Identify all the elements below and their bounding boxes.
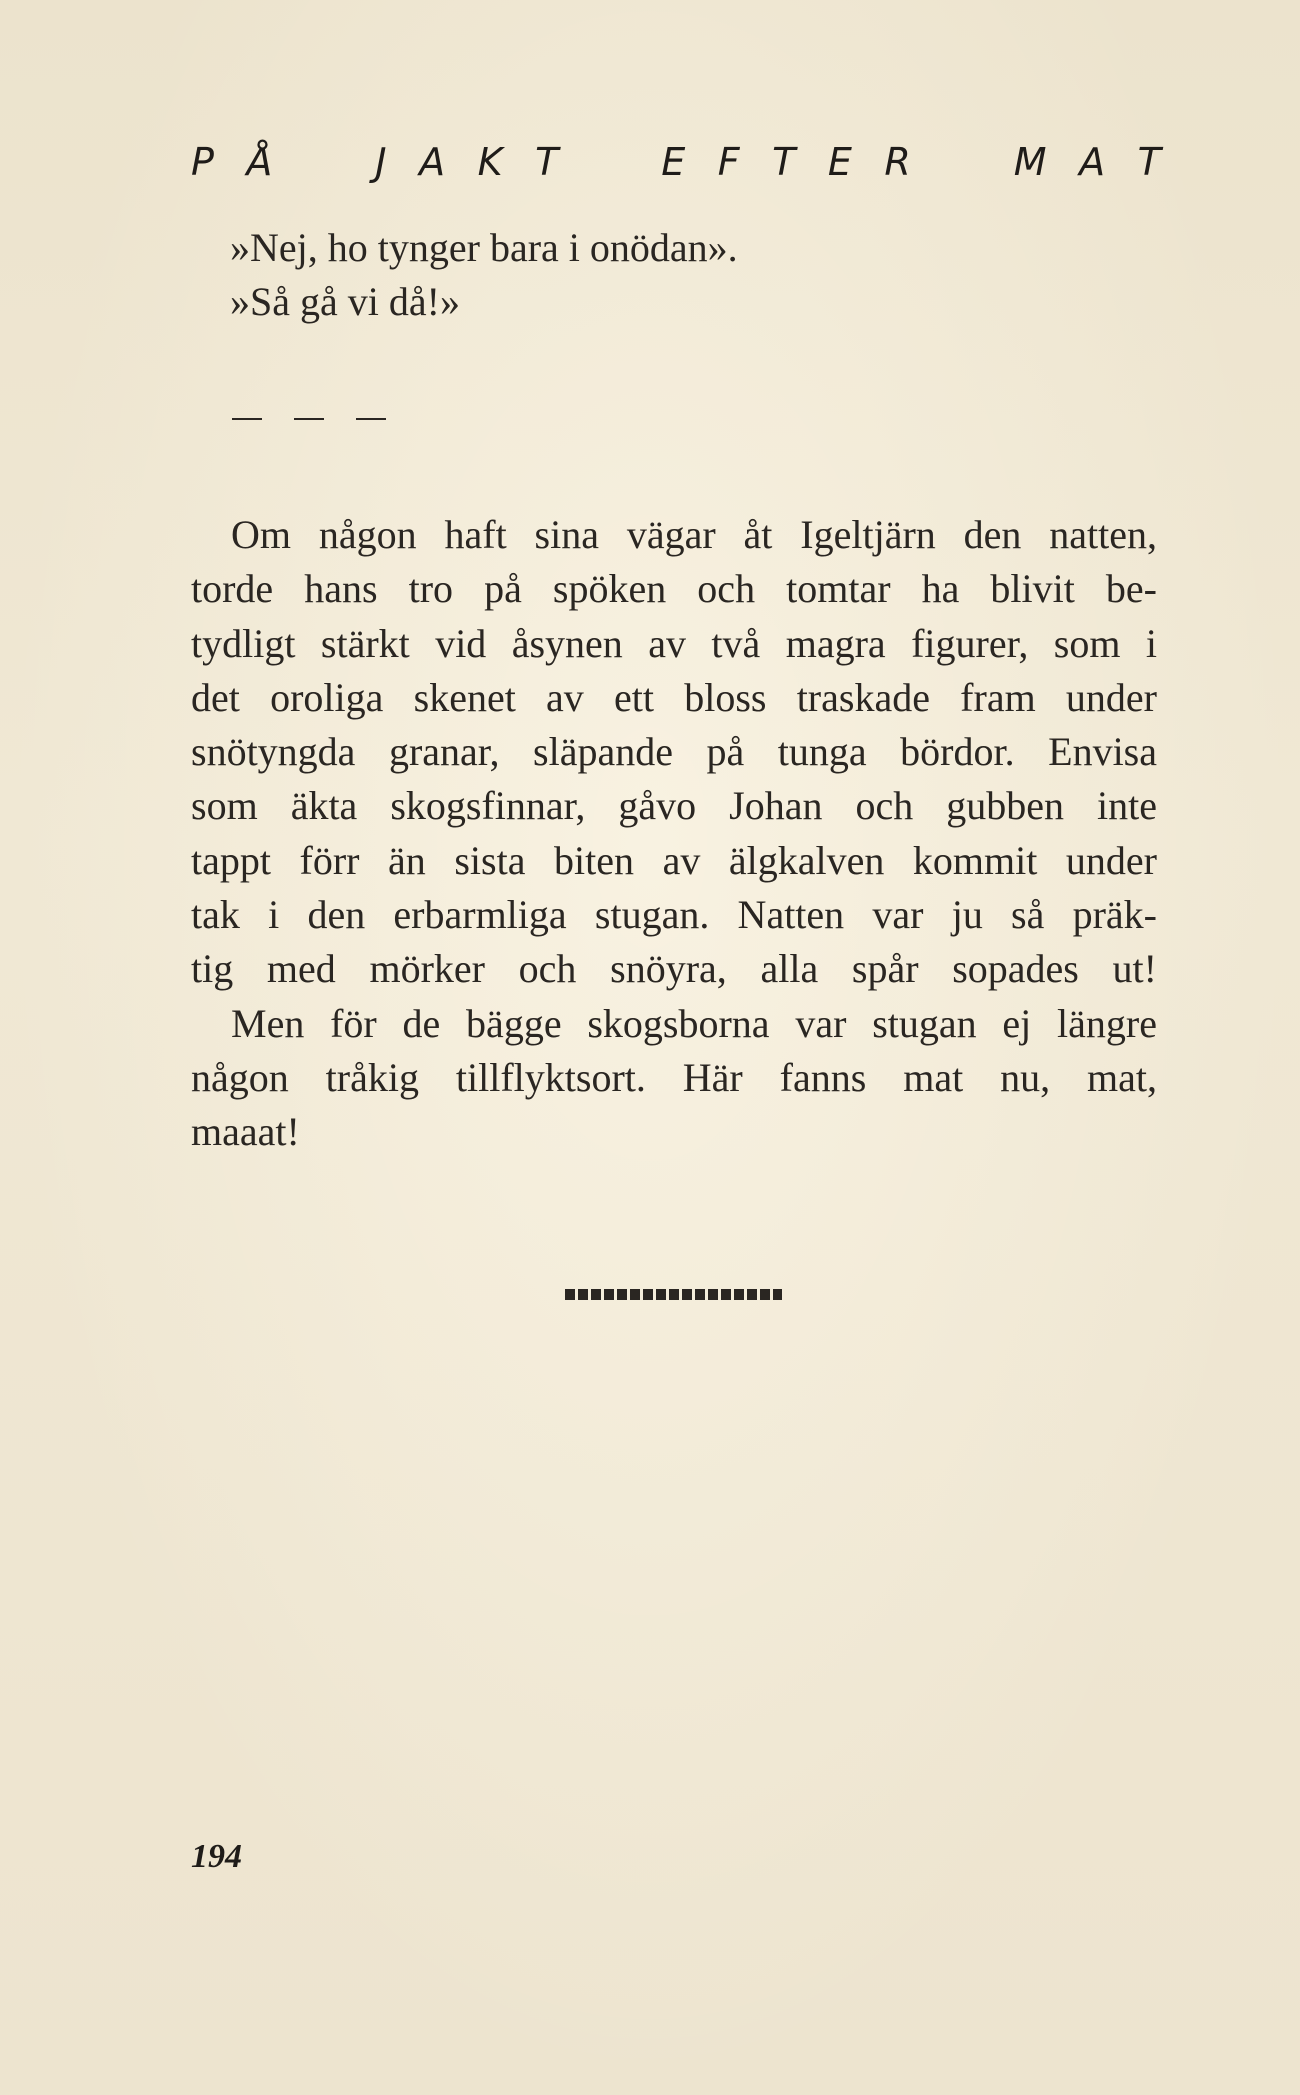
dialogue-line: »Nej, ho tynger bara i onödan». bbox=[230, 225, 738, 270]
body-line: maaat! bbox=[191, 1109, 300, 1155]
running-head-letter: T bbox=[772, 140, 796, 184]
running-head-letter: F bbox=[717, 140, 740, 184]
running-head-letter: T bbox=[535, 140, 559, 184]
running-head-letter: R bbox=[884, 140, 911, 184]
running-head-letter: P bbox=[191, 140, 214, 184]
body-line: torde hans tro på spöken och tomtar ha blivit be- bbox=[191, 566, 1157, 612]
running-head-letter: E bbox=[827, 140, 852, 184]
body-line: tig med mörker och snöyra, alla spår sopades ut! bbox=[191, 946, 1157, 992]
running-head-letter: K bbox=[477, 140, 503, 184]
running-head-letter: E bbox=[661, 140, 686, 184]
body-line: snötyngda granar, släpande på tunga bördor. Envisa bbox=[191, 729, 1157, 775]
body-line: Men för de bägge skogsborna var stugan ej längre bbox=[231, 1000, 1157, 1046]
running-head-space bbox=[305, 140, 343, 184]
running-head-letter: T bbox=[1137, 140, 1161, 184]
body-line: det oroliga skenet av ett bloss traskade fram under bbox=[191, 674, 1157, 720]
running-head-letter: A bbox=[419, 140, 446, 184]
section-break bbox=[232, 418, 386, 420]
running-head-letter: A bbox=[1079, 140, 1106, 184]
body-paragraph bbox=[191, 508, 1157, 1160]
section-break-dash bbox=[232, 418, 262, 420]
body-line: tak i den erbarmliga stugan. Natten var ju så präk- bbox=[191, 892, 1157, 938]
running-head bbox=[191, 140, 1161, 184]
running-head-letter: Å bbox=[246, 140, 273, 184]
running-head-letter: J bbox=[375, 140, 387, 184]
body-line: Om någon haft sina vägar åt Igeltjärn den natten, bbox=[231, 512, 1157, 557]
page-number: 194 bbox=[191, 1838, 242, 1875]
section-break-dash bbox=[356, 418, 386, 420]
body-line: någon tråkig tillflyktsort. Här fanns mat nu, mat, bbox=[191, 1054, 1157, 1100]
ornamental-tailpiece bbox=[565, 1289, 782, 1300]
section-break-dash bbox=[294, 418, 324, 420]
running-head-letter: M bbox=[1013, 140, 1047, 184]
running-head-space bbox=[943, 140, 981, 184]
running-head-space bbox=[591, 140, 629, 184]
body-line: tappt förr än sista biten av älgkalven kommit under bbox=[191, 837, 1157, 883]
body-line: som äkta skogsfinnar, gåvo Johan och gubben inte bbox=[191, 783, 1157, 829]
dialogue-line: »Så gå vi då!» bbox=[230, 279, 460, 324]
body-line: tydligt stärkt vid åsynen av två magra figurer, som i bbox=[191, 620, 1157, 666]
